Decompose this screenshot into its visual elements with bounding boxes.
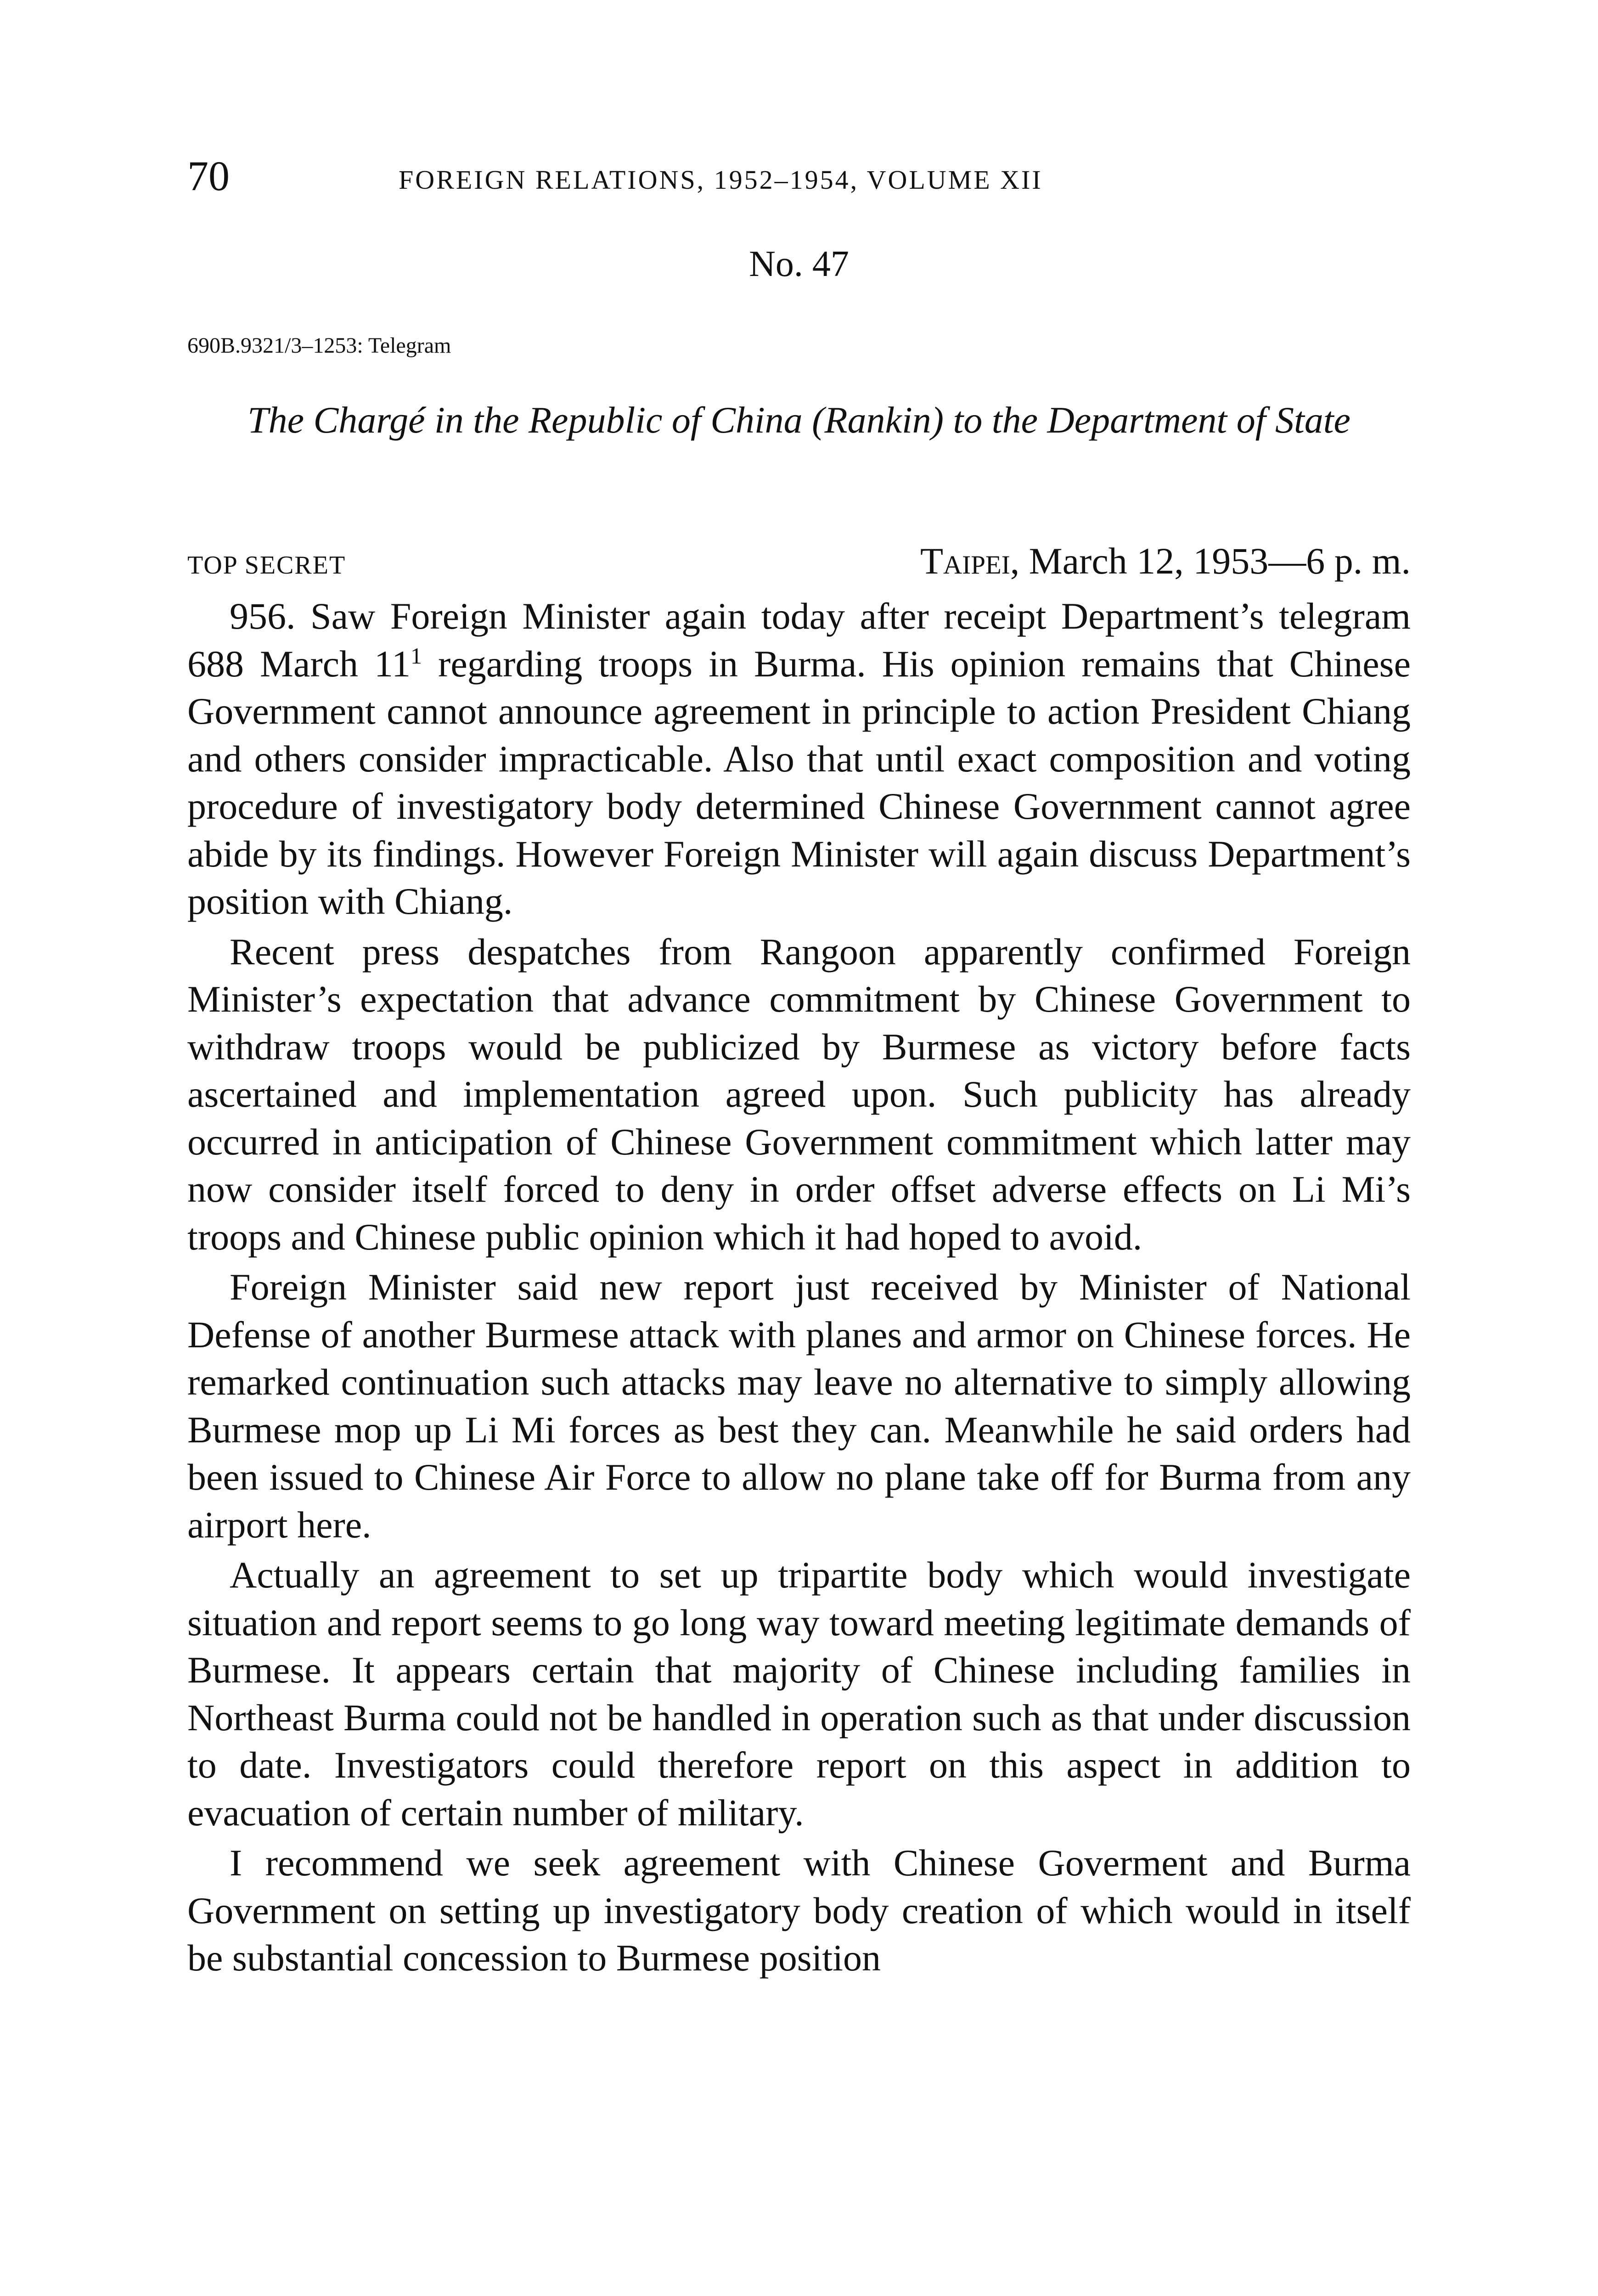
paragraph xyxy=(187,592,1411,925)
classification-label: TOP SECRET xyxy=(187,551,346,580)
dateline-date: , March 12, 1953—6 p. m. xyxy=(1010,540,1411,582)
dateline-row xyxy=(187,540,1411,585)
paragraph: I recommend we seek agreement with Chinese Goverment and Burma Government on setting up investigatory body creation of which would in itself be substantial concession to Burmese position xyxy=(187,1842,1411,1979)
paragraph: Recent press despatches from Rangoon apparently confirmed Foreign Minister’s expectation that advance commitment by Chinese Government to withdraw troops would be publicized by Burmese as victory before facts ascertained and implementation agreed upon. Such publicity has already occurred in anticipation of Chinese Government commitment which latter may now consider itself forced to deny in order offset adverse effects on Li Mi’s troops and Chinese public opinion which it had hoped to avoid. xyxy=(187,930,1411,1258)
footnote-reference: 1 xyxy=(411,642,422,669)
paragraph-text: 956. Saw Foreign Minister again today after receipt Department’s telegram 688 March 11 xyxy=(187,595,1411,685)
dateline xyxy=(920,540,1411,583)
dateline-place: Taipei xyxy=(920,540,1010,582)
document-number: No. 47 xyxy=(749,244,849,284)
page-header xyxy=(187,152,1411,207)
page-number: 70 xyxy=(187,152,230,199)
paragraph: Actually an agreement to set up tripartite body which would investigate situation and report seems to go long way toward meeting legitimate demands of Burmese. It appears certain that majority of Chinese including families in Northeast Burma could not be handled in operation such as that under discussion to date. Investigators could therefore report on this aspect in addition to evacuation of certain number of military. xyxy=(187,1554,1411,1834)
paragraph-text: regarding troops in Burma. His opinion remains that Chinese Government cannot announce agreement in principle to action President Chiang and others consider impracticable. Also that until exact composition and voting procedure of investigatory body determined Chinese Government cannot agree abide by its findings. However Foreign Minister will again discuss Department’s position with Chiang. xyxy=(187,642,1411,922)
telegram-body xyxy=(187,592,1411,1982)
file-reference: 690B.9321/3–1253: Telegram xyxy=(187,333,451,358)
running-head: FOREIGN RELATIONS, 1952–1954, VOLUME XII xyxy=(399,165,1043,195)
paragraph: Foreign Minister said new report just received by Minister of National Defense of another Burmese attack with planes and armor on Chinese forces. He remarked continuation such attacks may leave no alternative to simply allowing Burmese mop up Li Mi forces as best they can. Meanwhile he said orders had been issued to Chinese Air Force to allow no plane take off for Burma from any airport here. xyxy=(187,1266,1411,1546)
document-title: The Chargé in the Republic of China (Rankin) to the Department of State xyxy=(248,399,1350,441)
